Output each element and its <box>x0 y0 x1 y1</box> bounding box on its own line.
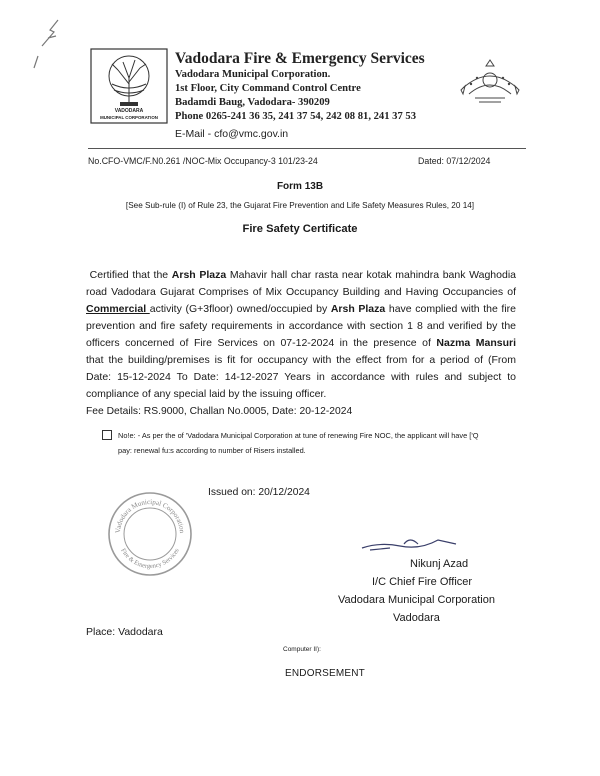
svg-text:Fire & Emergency Services <box>119 547 181 570</box>
logo-caption-2: MUNICIPAL CORPORATION <box>100 115 158 120</box>
body-line-1: Certified that the Arsh Plaza Mahavir hall char rasta near kotak mahindra bank Waghodia <box>89 269 516 281</box>
issue-date: Dated: 07/12/2024 <box>418 156 491 166</box>
body-line-7: Date: 15-12-2024 To Date: 14-12-2027 Years in accordance with rules and subject to <box>86 371 516 383</box>
state-emblem <box>455 58 525 106</box>
seal-top-text: Vadodara Municipal Corporation <box>113 497 187 534</box>
signatory-name: Nikunj Azad <box>410 558 469 570</box>
org-name: Vadodara Fire & Emergency Services <box>175 50 425 67</box>
municipal-name: Vadodara Municipal Corporation. <box>175 69 331 80</box>
email-address: E-Mail - cfo@vmc.gov.in <box>175 128 289 140</box>
note-line-1: No!e: - As per the of 'Vadodara Municipal Corporation at tune of renewing Fire NOC, the applicant will have ['Q <box>118 431 479 440</box>
logo-caption-1: VADODARA <box>114 108 144 114</box>
signatory-designation: I/C Chief Fire Officer <box>372 576 473 588</box>
reference-number: No.CFO-VMC/F.N0.261 /NOC-Mix Occupancy-3 101/23-24 <box>88 156 318 166</box>
body-line-8: compliance of any special laid by the issuing officer. <box>86 388 327 400</box>
body-line-5: officers concerned of Fire Services on 07-12-2024 in the presence of Nazma Mansuri <box>86 337 516 349</box>
body-line-2: road Vadodara Gujarat Comprises of Mix Occupancy Building and Having Occupancies of <box>86 286 516 298</box>
body-line-6: that the building/premises is fit for occupancy with the effect from for a period of (From <box>86 354 516 366</box>
address-area: Badamdi Baug, Vadodara- 390209 <box>175 97 330 108</box>
endorsement-heading: ENDORSEMENT <box>285 668 365 679</box>
fee-details: Fee Details: RS.9000, Challan No.0005, Date: 20-12-2024 <box>86 406 353 417</box>
computer-id: Computer II): <box>283 646 321 653</box>
note-checkbox[interactable] <box>102 430 112 440</box>
seal-bottom-text: Fire & Emergency Services <box>119 547 181 571</box>
header-divider <box>88 148 526 149</box>
form-title: Form 13B <box>276 181 324 192</box>
vmc-logo <box>90 48 168 124</box>
certificate-title: Fire Safety Certificate <box>242 223 358 235</box>
signatory-organization: Vadodara Municipal Corporation <box>338 594 495 606</box>
corporation-seal <box>106 490 194 578</box>
address-floor: 1st Floor, City Command Control Centre <box>175 83 361 94</box>
body-line-3: Commercial activity (G+3floor) owned/occupied by Arsh Plaza have complied with the fire <box>86 303 516 315</box>
signatory-city: Vadodara <box>393 612 440 624</box>
phone-numbers: Phone 0265-241 36 35, 241 37 54, 242 08 81, 241 37 53 <box>175 111 417 122</box>
issued-on: Issued on: 20/12/2024 <box>208 487 310 498</box>
handwritten-mark <box>28 16 68 76</box>
officer-signature <box>360 532 460 556</box>
place-of-issue: Place: Vadodara <box>86 626 163 638</box>
rule-reference: [See Sub-rule (I) of Rule 23, the Gujarat Fire Prevention and Life Safety Measures Rules, 20 14] <box>125 201 475 210</box>
body-line-4: prevention and fire safety requirements in accordance with section 1 8 and verified by the <box>86 320 516 332</box>
note-line-2: pay: renewal fu:s according to number of Risers installed. <box>118 446 306 455</box>
